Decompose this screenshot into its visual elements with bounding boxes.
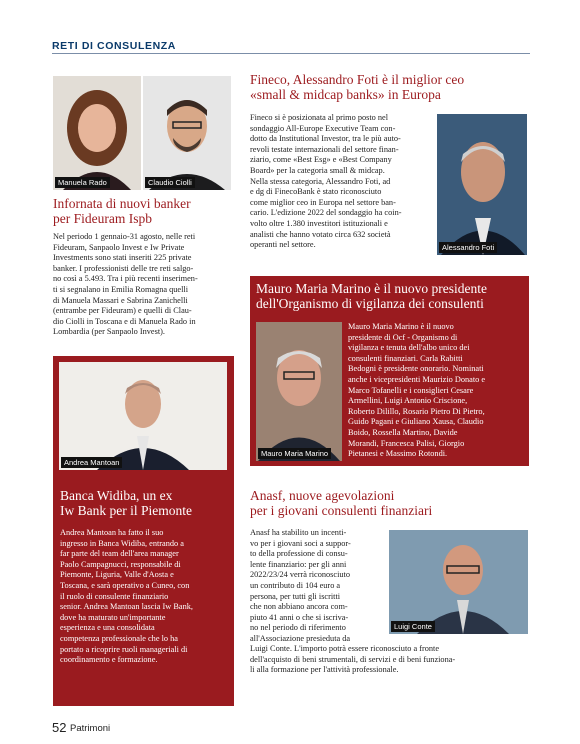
section-title: RETI DI CONSULENZA: [52, 40, 176, 52]
photo-caption: Luigi Conte: [391, 621, 435, 632]
anasf-body-wide: Luigi Conte. L'importo potrà essere riconosciuto a fronte dell'acquisto di beni strumentali, di servizi e di beni funziona- li alla formazione per l'attività professionale.: [250, 644, 456, 675]
fineco-body: Fineco si è posizionata al primo posto nel sondaggio All-Europe Executive Team con- dotto da Institutional Investor, tra le più auto- revoli testate internazionali del settore finan- ziario, come «Best Esg» e «Best Company Board» per la categoria small & midcap. Nella stessa categoria, Alessandro Foti, ad e dg di FinecoBank è stato riconosciuto come miglior ceo in Europa nel settore ban- cario. L'edizione 2022 del sondaggio ha coin- volto oltre 1.380 investitori istituzionali e analisti che hanno votato circa 632 società operanti nel settore.: [250, 113, 402, 250]
portrait-woman-image: [53, 76, 141, 190]
anasf-headline: Anasf, nuove agevolazioni per i giovani consulenti finanziari: [250, 488, 433, 518]
portrait-man-image: [389, 530, 528, 634]
portrait-man-image: [437, 114, 527, 255]
fineco-headline: Fineco, Alessandro Foti è il miglior ceo «small & midcap banks» in Europa: [250, 72, 465, 102]
header-rule: [52, 53, 530, 54]
ocf-headline: Mauro Maria Marino è il nuovo presidente dell'Organismo di vigilanza dei consulenti: [256, 281, 487, 311]
widiba-headline: Banca Widiba, un ex Iw Bank per il Piemonte: [60, 488, 192, 518]
fideuram-headline: Infornata di nuovi banker per Fideuram Ispb: [53, 196, 191, 226]
photo-mauro-maria-marino: [256, 322, 342, 461]
photo-caption: Mauro Maria Marino: [258, 448, 331, 459]
magazine-name: Patrimoni: [70, 723, 111, 734]
photo-caption: Alessandro Foti: [439, 242, 497, 253]
ocf-body: Mauro Maria Marino è il nuovo presidente di Ocf - Organismo di vigilanza e tenuta dell'albo unico dei consulenti finanziari. Carla Rabitti Bedogni è presidente onorario. Nominati anche i vicepresidenti Maurizio Donato e Marco Tofanelli e i consiglieri Cesare Armellini, Luigi Antonio Criscione, Roberto Dilillo, Rosario Pietro Di Pietro, Guido Pagani e Giuliano Xausa, Claudio Boido, Rossella Martino, Davide Morandi, Francesca Palisi, Giorgio Pietanesi e Massimo Rotondi.: [348, 322, 486, 459]
portrait-man-image: [59, 362, 227, 470]
photo-caption: Andrea Mantoan: [61, 457, 122, 468]
fideuram-body: Nel periodo 1 gennaio-31 agosto, nelle reti Fideuram, Sanpaolo Invest e Iw Private Investments sono stati inseriti 225 private banker. I professionisti delle tre reti salgo- no così a 5.493. Tra i più recenti inserimen- ti si segnalano in Emilia Romagna quelli di Manuela Massari e Sabrina Zanichelli (entrambe per Fideuram) e quelli di Clau- dio Ciolli in Toscana e di Manuela Rado in Lombardia (per Sanpaolo Invest).: [53, 232, 198, 337]
portrait-man-image: [143, 76, 231, 190]
widiba-body: Andrea Mantoan ha fatto il suo ingresso in Banca Widiba, entrando a far parte del team dell'area manager Paolo Campagnucci, responsabile di Piemonte, Liguria, Valle d'Aosta e Toscana, e sarà operativo a Cuneo, con il ruolo di consulente finanziario senior. Andrea Mantoan lascia Iw Bank, dove ha maturato un'importante esperienza e una consolidata competenza professionale che lo ha portato a ricoprire ruoli manageriali di coordinamento e formazione.: [60, 528, 193, 665]
photo-luigi-conte: [389, 530, 528, 634]
photo-caption: Manuela Rado: [55, 177, 110, 188]
portrait-man-image: [256, 322, 342, 461]
photo-alessandro-foti: [437, 114, 527, 255]
photo-manuela-rado: [53, 76, 141, 190]
photo-claudio-ciolli: [143, 76, 231, 190]
page-number: 52: [52, 720, 67, 735]
photo-caption: Claudio Ciolli: [145, 177, 195, 188]
anasf-body-narrow: Anasf ha stabilito un incenti- vo per i giovani soci a suppor- to della professione di consu- lente finanziario: per gli anni 2022/23/24 verrà riconosciuto un contributo di 104 euro a persona, per tutti gli iscritti che non abbiano ancora com- piuto 41 anni o che si iscriva- no nel periodo di riferimento all'Associazione presieduta da: [250, 528, 351, 643]
photo-andrea-mantoan: [59, 362, 227, 470]
